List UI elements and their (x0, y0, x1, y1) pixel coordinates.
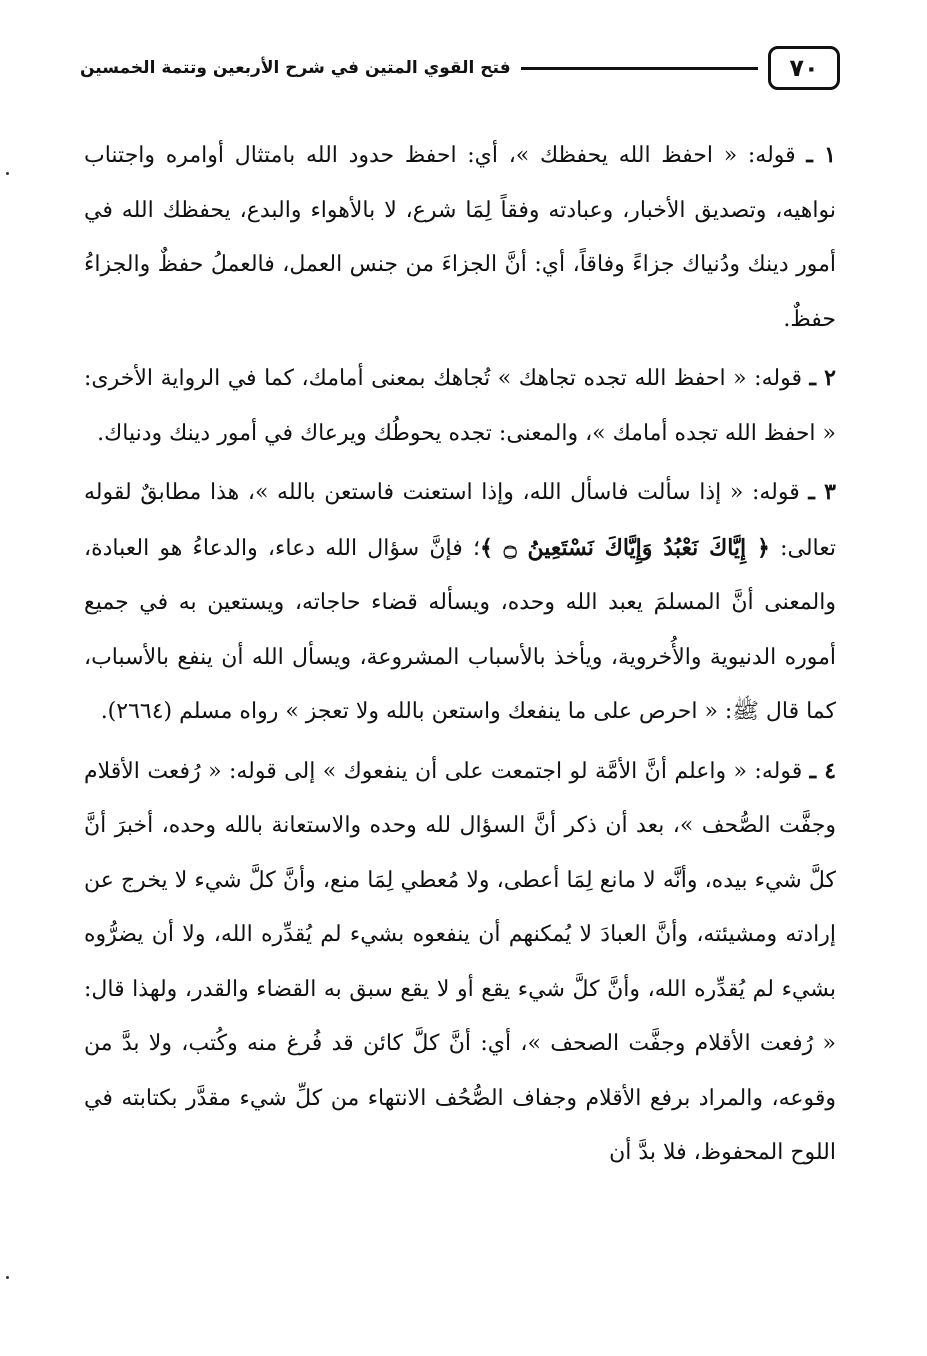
paragraph-text: قوله: « إذا سألت فاسأل الله، وإذا استعنت فاستعن بالله »، هذا مطابقٌ لقوله تعالى: (84, 480, 836, 561)
paragraph-2 (84, 351, 836, 461)
scan-speck (6, 1276, 9, 1279)
paragraph-text: قوله: « احفظ الله يحفظك »، أي: احفظ حدود الله بامتثال أوامره واجتناب نواهيه، وتصديق الأخبار، وعبادته وفقاً لِمَا شرع، لا بالأهواء والبدع، يحفظك الله في أمور دينك ودُنياك جزاءً وفاقاً، أي: أنَّ الجزاءَ من جنس العمل، فالعملُ حفظٌ والجزاءُ حفظٌ. (84, 143, 836, 332)
paragraph-4 (84, 744, 836, 1181)
scan-speck (6, 172, 9, 175)
paragraph-text: قوله: « احفظ الله تجده تجاهك » تُجاهك بمعنى أمامك، كما في الرواية الأخرى: « احفظ الله تجده أمامك »، والمعنى: تجده يحوطُك ويرعاك في أمور دينك ودنياك. (84, 366, 836, 446)
paragraph-number: ٢ ـ (809, 365, 836, 391)
paragraph-number: ٤ ـ (809, 757, 837, 784)
paragraph-number: ٣ ـ (808, 479, 836, 505)
paragraph-3 (84, 465, 836, 740)
page-body (84, 128, 836, 1185)
page-header (80, 40, 840, 96)
paragraph-text-continued: ؛ فإنَّ سؤال الله دعاء، والدعاءُ هو العبادة، والمعنى أنَّ المسلمَ يعبد الله وحده، ويسأله قضاء حاجاته، ويستعين به في جميع أموره الدنيوية والأُخروية، ويأخذ بالأسباب المشروعة، ويسأل الله أن ينفع بالأسباب، كما قال ﷺ: « احرص على ما ينفعك واستعن بالله ولا تعجز » رواه مسلم (٢٦٦٤). (84, 535, 836, 724)
header-rule (521, 67, 758, 70)
paragraph-1 (84, 128, 836, 347)
page-number: ٧٠ (768, 46, 840, 90)
paragraph-number: ١ ـ (806, 142, 836, 168)
quran-verse: ﴿ إِيَّاكَ نَعْبُدُ وَإِيَّاكَ نَسْتَعِينُ ۝ ﴾ (479, 534, 770, 561)
running-title: فتح القوي المتين في شرح الأربعين وتتمة الخمسين (80, 58, 511, 78)
paragraph-text: قوله: « واعلم أنَّ الأمَّة لو اجتمعت على أن ينفعوك » إلى قوله: « رُفعت الأقلام وجفَّت الصُّحف »، بعد أن ذكر أنَّ السؤال لله وحده والاستعانة بالله وحده، أخبرَ أنَّ كلَّ شيء بيده، وأنَّه لا مانع لِمَا أعطى، ولا مُعطي لِمَا منع، وأنَّ كلَّ شيء لا يخرج عن إرادته ومشيئته، وأنَّ العبادَ لا يُمكنهم أن ينفعوه بشيء لم يُقدِّره الله، ولا أن يضرُّوه بشيء لم يُقدِّره الله، وأنَّ كلَّ شيء يقع أو لا يقع سبق به القضاء والقدر، ولهذا قال: « رُفعت الأقلام وجفَّت الصحف »، أي: أنَّ كلَّ كائن قد فُرغ منه وكُتب، ولا بدَّ من وقوعه، والمراد برفع الأقلام وجفاف الصُّحُف الانتهاء من كلِّ شيء مقدَّر بكتابته في اللوح المحفوظ، فلا بدَّ أن (84, 758, 836, 1165)
